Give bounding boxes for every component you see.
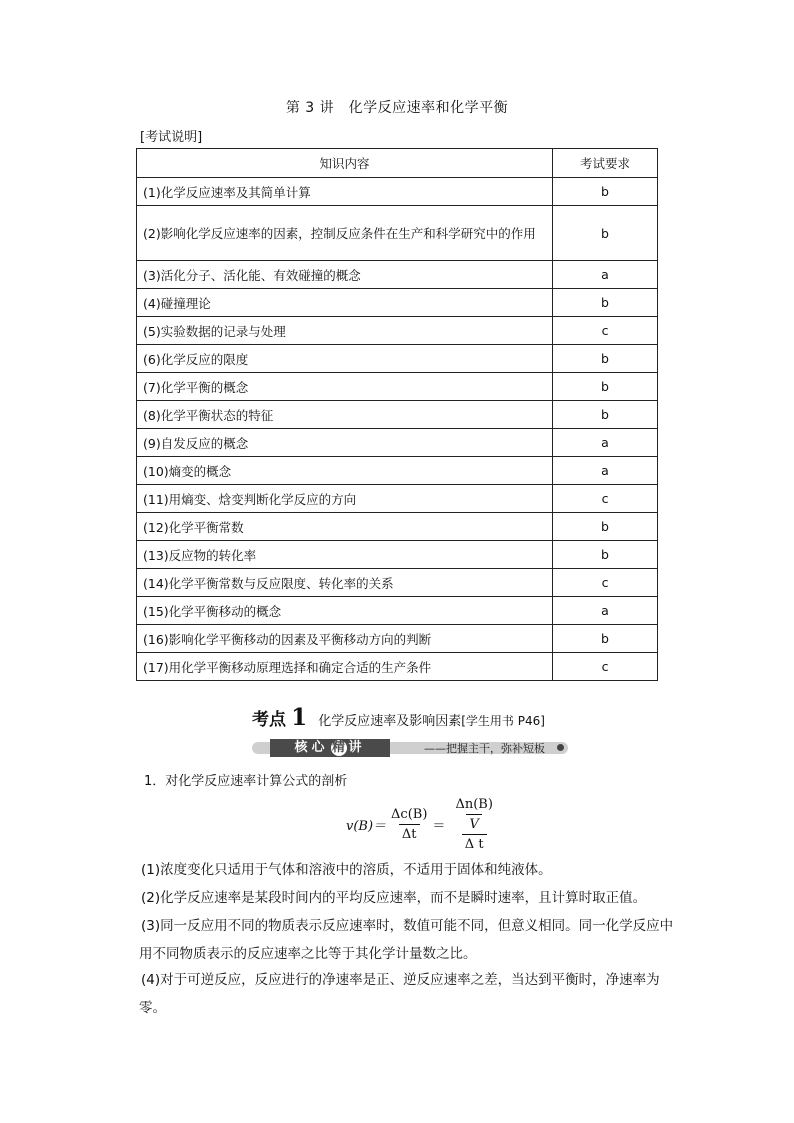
row-content: (4)碰撞理论 — [137, 289, 553, 317]
topic-label: 考点 — [252, 710, 286, 730]
row-content: (15)化学平衡移动的概念 — [137, 597, 553, 625]
fraction-2-denominator: Δ t — [462, 834, 487, 852]
row-content: (10)熵变的概念 — [137, 457, 553, 485]
fraction-2-inner-bottom: V — [466, 814, 481, 832]
formula-lhs: v(B)＝ — [346, 818, 387, 834]
exam-requirements-table — [136, 148, 658, 681]
fraction-1-numerator: Δc(B) — [391, 806, 428, 822]
row-requirement: b — [553, 206, 658, 261]
banner-char: 心 — [311, 740, 329, 755]
fraction-1 — [388, 807, 430, 842]
banner-tagline: ——把握主干，弥补短板 — [424, 742, 545, 755]
table-row — [137, 597, 658, 625]
fraction-2 — [447, 797, 500, 852]
table-row — [137, 653, 658, 681]
table-row — [137, 625, 658, 653]
row-requirement: b — [553, 373, 658, 401]
row-requirement: b — [553, 289, 658, 317]
table-row — [137, 289, 658, 317]
row-requirement: c — [553, 485, 658, 513]
row-content: (1)化学反应速率及其简单计算 — [137, 178, 553, 206]
row-requirement: a — [553, 429, 658, 457]
banner-char-circled: 精 — [331, 740, 345, 755]
fraction-2-numerator — [449, 797, 498, 834]
table-row — [137, 485, 658, 513]
table-row — [137, 457, 658, 485]
row-content: (6)化学反应的限度 — [137, 345, 553, 373]
table-row — [137, 178, 658, 206]
table-row — [137, 429, 658, 457]
paragraph-2: (2)化学反应速率是某段时间内的平均反应速率，而不是瞬时速率，且计算时取正值。 — [141, 890, 647, 906]
row-content: (8)化学平衡状态的特征 — [137, 401, 553, 429]
fraction-2-inner-top: Δn(B) — [455, 796, 493, 812]
exam-notes-label: [考试说明] — [140, 130, 203, 145]
row-content: (11)用熵变、焓变判断化学反应的方向 — [137, 485, 553, 513]
row-content: (9)自发反应的概念 — [137, 429, 553, 457]
banner-label — [270, 739, 390, 757]
paragraph-4: (4)对于可逆反应，反应进行的净速率是正、逆反应速率之差，当达到平衡时，净速率为零。 — [139, 972, 660, 1016]
row-content: (17)用化学平衡移动原理选择和确定合适的生产条件 — [137, 653, 553, 681]
row-content: (13)反应物的转化率 — [137, 541, 553, 569]
row-requirement: a — [553, 457, 658, 485]
banner-char: 核 — [294, 740, 312, 755]
row-requirement: c — [553, 653, 658, 681]
row-requirement: b — [553, 178, 658, 206]
page-title: 第 3 讲 化学反应速率和化学平衡 — [285, 100, 509, 116]
paragraph-1: (1)浓度变化只适用于气体和溶液中的溶质，不适用于固体和纯液体。 — [141, 862, 552, 878]
header-content: 知识内容 — [137, 149, 553, 178]
table-header-row — [137, 149, 658, 178]
row-content: (14)化学平衡常数与反应限度、转化率的关系 — [137, 569, 553, 597]
core-explanation-banner — [252, 739, 568, 757]
table-row — [137, 317, 658, 345]
bullet-dot-icon — [557, 744, 564, 751]
table-row — [137, 401, 658, 429]
row-requirement: c — [553, 317, 658, 345]
banner-char: 讲 — [348, 740, 366, 755]
table-row — [137, 541, 658, 569]
row-content: (16)影响化学平衡移动的因素及平衡移动方向的判断 — [137, 625, 553, 653]
table-row — [137, 206, 658, 261]
fraction-1-denominator: Δt — [399, 824, 420, 842]
row-requirement: b — [553, 513, 658, 541]
row-content: (7)化学平衡的概念 — [137, 373, 553, 401]
table-row — [137, 261, 658, 289]
table-row — [137, 569, 658, 597]
textbook-reference: [学生用书 P46] — [461, 714, 545, 728]
row-content: (3)活化分子、活化能、有效碰撞的概念 — [137, 261, 553, 289]
header-requirement: 考试要求 — [553, 149, 658, 178]
table-row — [137, 373, 658, 401]
row-content: (2)影响化学反应速率的因素，控制反应条件在生产和科学研究中的作用 — [137, 206, 553, 261]
section-heading: 1．对化学反应速率计算公式的剖析 — [144, 774, 348, 789]
row-content: (12)化学平衡常数 — [137, 513, 553, 541]
row-content: (5)实验数据的记录与处理 — [137, 317, 553, 345]
topic-title: 化学反应速率及影响因素 — [318, 714, 462, 729]
formula-equals: ＝ — [432, 818, 446, 834]
topic-heading — [252, 704, 545, 731]
row-requirement: b — [553, 625, 658, 653]
rate-formula — [346, 792, 503, 856]
row-requirement: b — [553, 541, 658, 569]
row-requirement: b — [553, 345, 658, 373]
table-row — [137, 513, 658, 541]
paragraph-3: (3)同一反应用不同的物质表示反应速率时，数值可能不同，但意义相同。同一化学反应中用不同物质表示的反应速率之比等于其化学计量数之比。 — [139, 918, 674, 962]
row-requirement: a — [553, 597, 658, 625]
row-requirement: c — [553, 569, 658, 597]
topic-number: 1 — [291, 704, 308, 731]
row-requirement: b — [553, 401, 658, 429]
table-row — [137, 345, 658, 373]
row-requirement: a — [553, 261, 658, 289]
